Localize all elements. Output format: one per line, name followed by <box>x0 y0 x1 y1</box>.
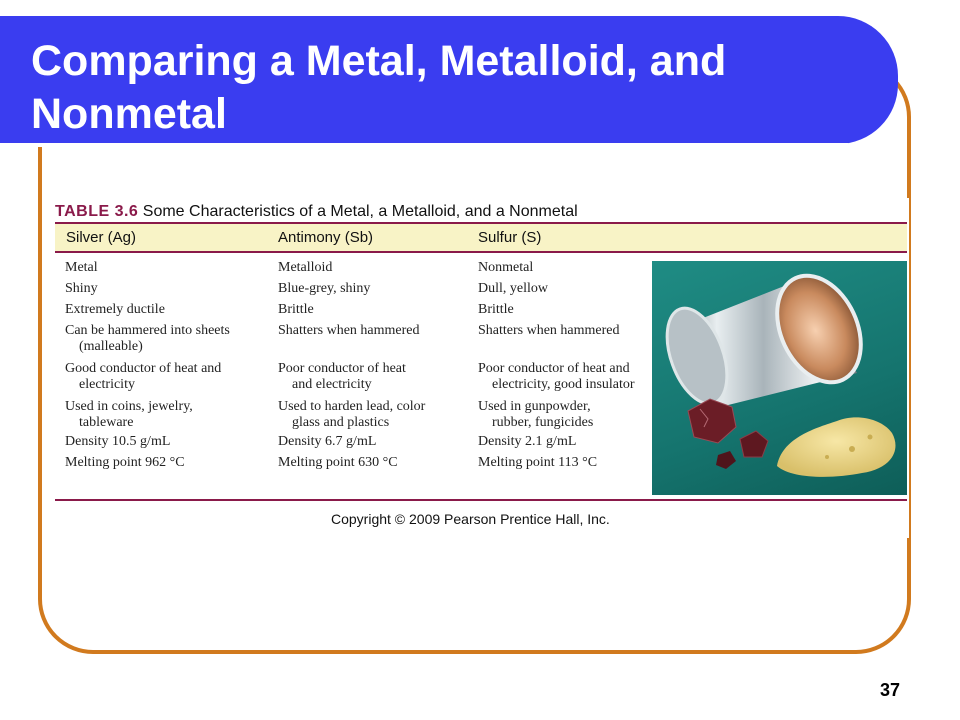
table-cell-antimony <box>278 434 376 450</box>
table-number: TABLE 3.6 <box>55 203 139 220</box>
table-cell-antimony <box>278 302 314 318</box>
table-cell-silver <box>65 260 98 276</box>
cell-line: Density 10.5 g/mL <box>65 434 171 449</box>
table-header-row <box>55 222 907 253</box>
cell-line: Dull, yellow <box>478 281 548 296</box>
cell-line: Used in gunpowder, <box>478 399 591 414</box>
cell-line-continued: tableware <box>79 415 134 430</box>
table-cell-silver <box>65 434 170 450</box>
antimony-rock-large <box>688 399 736 443</box>
table-cell-sulfur <box>478 455 597 471</box>
header-silver: Silver (Ag) <box>66 229 137 246</box>
cell-line: Can be hammered into sheets <box>65 323 230 338</box>
cell-line: Metalloid <box>278 260 333 275</box>
cell-line: Poor conductor of heat <box>278 361 406 376</box>
cell-line-continued: rubber, fungicides <box>492 415 594 430</box>
table-cell-sulfur <box>478 434 576 450</box>
antimony-rock-medium <box>740 431 768 457</box>
slide-title: Comparing a Metal, Metalloid, and Nonmetal <box>31 37 727 138</box>
table-cell-antimony <box>278 260 332 276</box>
cell-line: Brittle <box>278 302 314 317</box>
table-cell-sulfur <box>478 302 514 318</box>
cell-line: Melting point 962 °C <box>65 455 185 470</box>
table-cell-sulfur <box>478 281 548 297</box>
copyright-notice: Copyright © 2009 Pearson Prentice Hall, Inc. <box>331 511 610 527</box>
table-cell-antimony <box>278 323 420 339</box>
cell-line: Density 6.7 g/mL <box>278 434 377 449</box>
table-cell-silver <box>65 455 185 471</box>
table-cell-sulfur <box>478 399 593 431</box>
table-cell-silver <box>65 323 230 355</box>
table-cell-sulfur <box>478 260 533 276</box>
cell-line: Melting point 630 °C <box>278 455 398 470</box>
header-antimony: Antimony (Sb) <box>278 229 374 246</box>
title-banner <box>0 16 898 144</box>
cell-line-continued: electricity <box>79 377 135 392</box>
cell-line: Used to harden lead, color <box>278 399 426 414</box>
table-cell-silver <box>65 281 98 297</box>
antimony-rock-small <box>716 451 736 469</box>
table-title: Some Characteristics of a Metal, a Metalloid, and a Nonmetal <box>142 203 578 220</box>
header-sulfur: Sulfur (S) <box>478 229 542 246</box>
cell-line: Poor conductor of heat and <box>478 361 630 376</box>
cell-line: Melting point 113 °C <box>478 455 598 470</box>
cell-line: Good conductor of heat and <box>65 361 222 376</box>
cell-line: Nonmetal <box>478 260 534 275</box>
cell-line: Extremely ductile <box>65 302 165 317</box>
table-cell-antimony <box>278 455 398 471</box>
cell-line-continued: and electricity <box>292 377 372 392</box>
table-cell-antimony <box>278 399 425 431</box>
cell-line: Blue-grey, shiny <box>278 281 371 296</box>
cell-line: Metal <box>65 260 98 275</box>
cell-line-continued: electricity, good insulator <box>492 377 635 392</box>
cell-line-continued: (malleable) <box>79 339 143 354</box>
table-caption <box>55 203 578 221</box>
cell-line: Shatters when hammered <box>278 323 420 338</box>
cell-line: Brittle <box>478 302 514 317</box>
cell-line: Shatters when hammered <box>478 323 620 338</box>
table-cell-silver <box>65 302 165 318</box>
table-cell-antimony <box>278 361 406 393</box>
sulfur-pile <box>777 417 895 476</box>
cell-line: Density 2.1 g/mL <box>478 434 577 449</box>
table-cell-antimony <box>278 281 370 297</box>
metal-samples-image <box>652 261 907 495</box>
table-cell-sulfur <box>478 323 620 339</box>
table-cell-silver <box>65 399 193 431</box>
page-number: 37 <box>880 680 901 700</box>
cell-line: Used in coins, jewelry, <box>65 399 193 414</box>
characteristics-table <box>55 198 909 538</box>
table-cell-sulfur <box>478 361 635 393</box>
cell-line: Shiny <box>65 281 98 296</box>
cell-line-continued: glass and plastics <box>292 415 390 430</box>
table-cell-silver <box>65 361 221 393</box>
table-bottom-rule <box>55 499 907 501</box>
sample-photo <box>652 261 907 495</box>
title-underline <box>0 143 848 147</box>
